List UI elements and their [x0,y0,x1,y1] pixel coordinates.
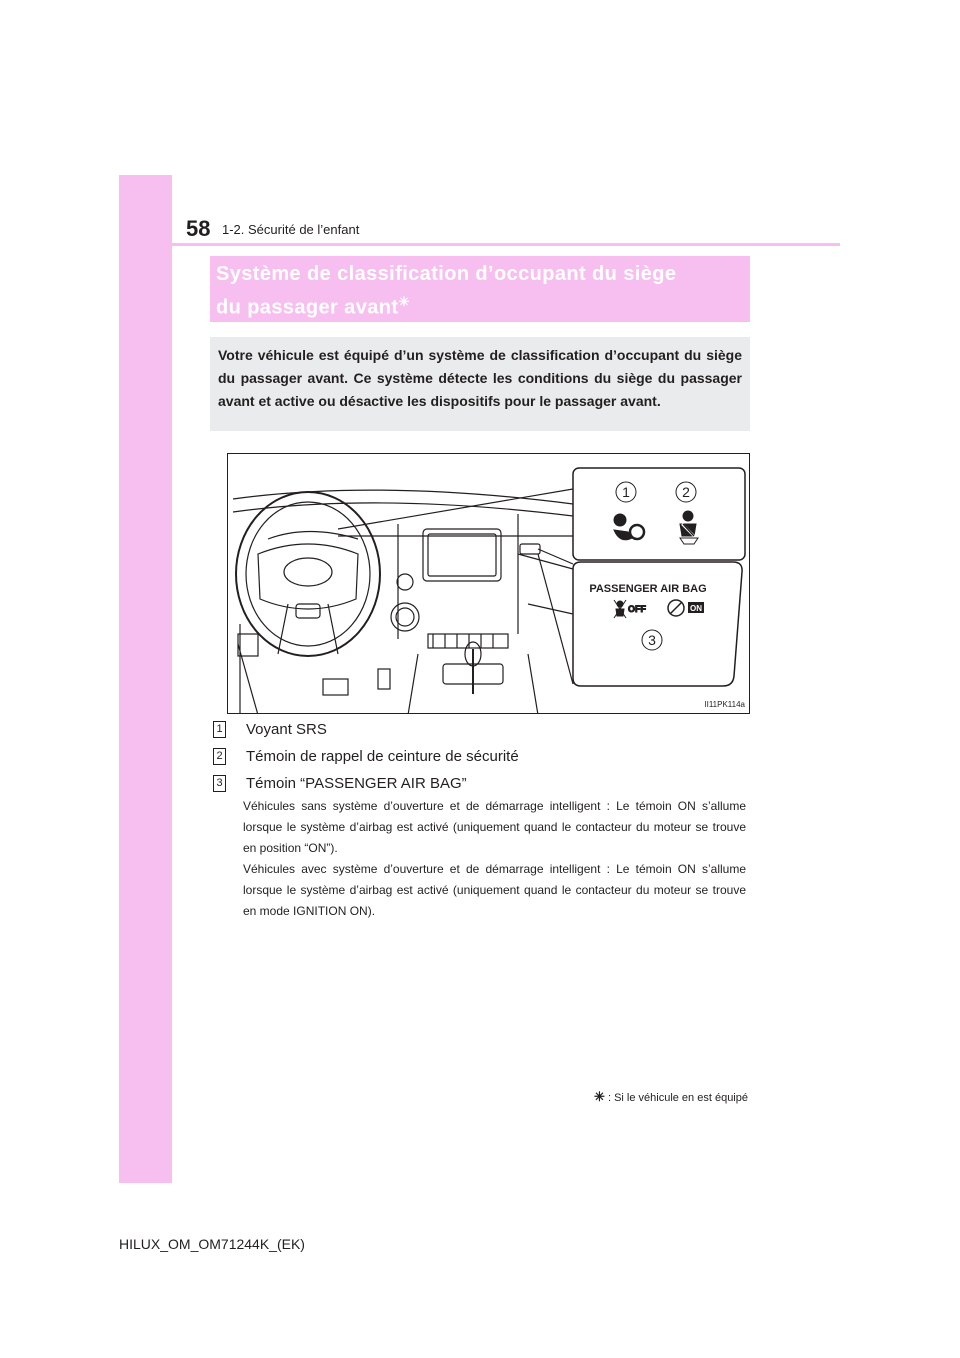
callout-number-2 [676,482,696,502]
side-tab-bar [119,175,172,1183]
asterisk-mark: ✳ [594,1089,605,1104]
list-item [210,743,750,770]
callout-number-1 [616,482,636,502]
svg-text:2: 2 [682,484,690,500]
list-item [210,716,750,743]
title-line-2: du passager avant✳ [216,294,410,319]
callout-number-3 [642,630,662,650]
asterisk-mark: ✳ [398,294,410,309]
note-without-smart-key: Véhicules sans système d’ouverture et de démarrage intelligent : Le témoin ON s’allume lorsque le système d’airbag est activé (uniquement quand le contacteur du moteur se trouve en position “ON”). [243,799,746,855]
dashboard-drawing [228,454,750,714]
passenger-airbag-label: PASSENGER AIR BAG [589,583,707,595]
svg-text:ON: ON [690,604,702,613]
item-3-notes [243,796,746,922]
title-line-1: Système de classification d’occupant du siège [216,263,677,285]
section-reference: 1-2. Sécurité de l’enfant [222,222,360,237]
item-label: Témoin de rappel de ceinture de sécurité [246,748,519,765]
item-number: 2 [213,748,226,765]
item-number: 1 [213,721,226,738]
dashboard-illustration [227,453,750,714]
document-id: HILUX_OM_OM71244K_(EK) [119,1236,305,1252]
figure-code: II11PK114a [704,700,745,709]
section-title [210,256,750,322]
passenger-airbag-panel [573,562,742,686]
legend-list [210,716,750,797]
footnote-text: : Si le véhicule en est équipé [607,1092,748,1104]
indicator-callout-panel [573,468,745,560]
list-item [210,770,750,797]
footnote [594,1089,748,1105]
svg-text:3: 3 [648,632,656,648]
svg-text:1: 1 [622,484,630,500]
intro-text: Votre véhicule est équipé d’un système de classification d’occupant du siège du passager avant. Ce système détecte les conditions du siège du passager avant et active ou désactive les dispositifs pour le passager avant. [210,337,750,431]
item-number: 3 [213,775,226,792]
item-label: Voyant SRS [246,721,327,738]
note-with-smart-key: Véhicules avec système d’ouverture et de démarrage intelligent : Le témoin ON s’allume lorsque le système d’airbag est activé (uniquement quand le contacteur du moteur se trouve en mode IGNITION ON). [243,862,746,918]
item-label: Témoin “PASSENGER AIR BAG” [246,775,467,792]
header-rule [172,243,840,246]
page-number: 58 [186,216,211,241]
svg-text:OFF: OFF [628,604,646,614]
